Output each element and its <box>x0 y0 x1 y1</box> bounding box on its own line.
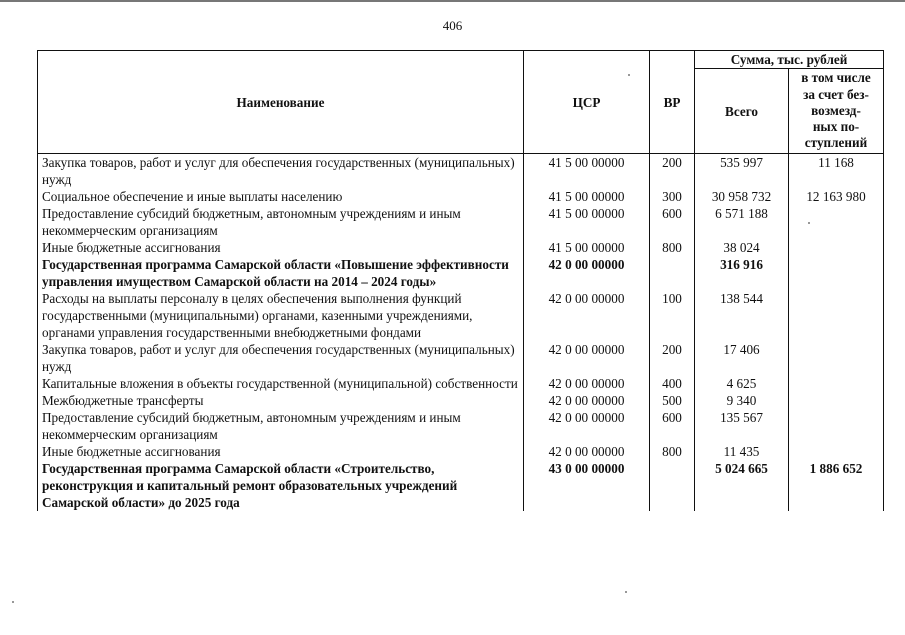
cell-name: Социальное обеспечение и иные выплаты населению <box>38 188 524 205</box>
table-header <box>38 51 884 154</box>
scan-speck <box>628 74 630 76</box>
cell-csr: 42 0 00 00000 <box>524 256 650 290</box>
cell-csr: 42 0 00 00000 <box>524 341 650 375</box>
cell-csr: 41 5 00 00000 <box>524 188 650 205</box>
cell-name: Предоставление субсидий бюджетным, автономным учреждениям и иным некоммерческим организациям <box>38 409 524 443</box>
cell-free-receipts: 1 886 652 <box>789 460 884 511</box>
budget-table-container <box>37 50 883 511</box>
cell-free-receipts <box>789 341 884 375</box>
cell-total: 5 024 665 <box>695 460 789 511</box>
cell-vr: 400 <box>650 375 695 392</box>
cell-csr: 42 0 00 00000 <box>524 375 650 392</box>
cell-vr: 600 <box>650 409 695 443</box>
header-vr: ВР <box>650 51 695 154</box>
cell-name: Капитальные вложения в объекты государственной (муниципальной) собственности <box>38 375 524 392</box>
cell-free-receipts <box>789 205 884 239</box>
cell-name: Закупка товаров, работ и услуг для обеспечения государственных (муниципальных) нужд <box>38 154 524 189</box>
table-row <box>38 188 884 205</box>
cell-free-receipts <box>789 409 884 443</box>
cell-total: 6 571 188 <box>695 205 789 239</box>
cell-free-receipts <box>789 443 884 460</box>
page-number: 406 <box>442 18 463 33</box>
cell-csr: 43 0 00 00000 <box>524 460 650 511</box>
cell-csr: 41 5 00 00000 <box>524 154 650 189</box>
cell-name: Межбюджетные трансферты <box>38 392 524 409</box>
cell-csr: 42 0 00 00000 <box>524 443 650 460</box>
cell-free-receipts <box>789 392 884 409</box>
table-row <box>38 205 884 239</box>
cell-csr: 42 0 00 00000 <box>524 409 650 443</box>
table-row <box>38 460 884 511</box>
cell-name: Иные бюджетные ассигнования <box>38 239 524 256</box>
scan-top-edge <box>0 0 905 2</box>
cell-vr <box>650 256 695 290</box>
header-name: Наименование <box>38 51 524 154</box>
table-body <box>38 154 884 512</box>
table-row <box>38 443 884 460</box>
cell-free-receipts: 11 168 <box>789 154 884 189</box>
cell-vr: 800 <box>650 443 695 460</box>
cell-free-receipts <box>789 290 884 341</box>
cell-csr: 42 0 00 00000 <box>524 392 650 409</box>
scan-speck <box>625 591 627 593</box>
table-row <box>38 290 884 341</box>
cell-total: 17 406 <box>695 341 789 375</box>
table-row <box>38 409 884 443</box>
table-row <box>38 256 884 290</box>
table-row <box>38 375 884 392</box>
cell-csr: 41 5 00 00000 <box>524 205 650 239</box>
cell-name: Иные бюджетные ассигнования <box>38 443 524 460</box>
cell-name: Государственная программа Самарской области «Повышение эффективности управления имуществом Самарской области на 2014 – 2024 годы» <box>38 256 524 290</box>
cell-name: Закупка товаров, работ и услуг для обеспечения государственных (муниципальных) нужд <box>38 341 524 375</box>
budget-table <box>37 50 884 511</box>
cell-vr: 200 <box>650 154 695 189</box>
scan-speck <box>12 601 14 603</box>
cell-total: 9 340 <box>695 392 789 409</box>
cell-csr: 42 0 00 00000 <box>524 290 650 341</box>
cell-name: Государственная программа Самарской области «Строительство, реконструкция и капитальный ремонт образовательных учреждений Самарской области» до 2025 года <box>38 460 524 511</box>
cell-total: 38 024 <box>695 239 789 256</box>
table-row <box>38 239 884 256</box>
header-total: Всего <box>695 69 789 154</box>
header-sum-group: Сумма, тыс. рублей <box>695 51 884 69</box>
cell-free-receipts <box>789 256 884 290</box>
cell-name: Предоставление субсидий бюджетным, автономным учреждениям и иным некоммерческим организациям <box>38 205 524 239</box>
cell-vr: 200 <box>650 341 695 375</box>
cell-free-receipts: 12 163 980 <box>789 188 884 205</box>
table-row <box>38 341 884 375</box>
cell-free-receipts <box>789 375 884 392</box>
header-csr: ЦСР <box>524 51 650 154</box>
cell-name: Расходы на выплаты персоналу в целях обеспечения выполнения функций государственными (муниципальными) органами, казенными учреждениями, органами управления государственными внебюджетными фондами <box>38 290 524 341</box>
cell-total: 316 916 <box>695 256 789 290</box>
cell-csr: 41 5 00 00000 <box>524 239 650 256</box>
cell-total: 30 958 732 <box>695 188 789 205</box>
cell-total: 135 567 <box>695 409 789 443</box>
cell-total: 138 544 <box>695 290 789 341</box>
cell-total: 535 997 <box>695 154 789 189</box>
table-row <box>38 154 884 189</box>
cell-vr <box>650 460 695 511</box>
cell-total: 4 625 <box>695 375 789 392</box>
table-row <box>38 392 884 409</box>
cell-vr: 100 <box>650 290 695 341</box>
cell-vr: 600 <box>650 205 695 239</box>
scan-speck <box>808 222 810 224</box>
cell-total: 11 435 <box>695 443 789 460</box>
cell-vr: 800 <box>650 239 695 256</box>
header-free-receipts: в том числе за счет без- возмезд- ных по- ступлений <box>789 69 884 154</box>
cell-vr: 500 <box>650 392 695 409</box>
cell-free-receipts <box>789 239 884 256</box>
cell-vr: 300 <box>650 188 695 205</box>
